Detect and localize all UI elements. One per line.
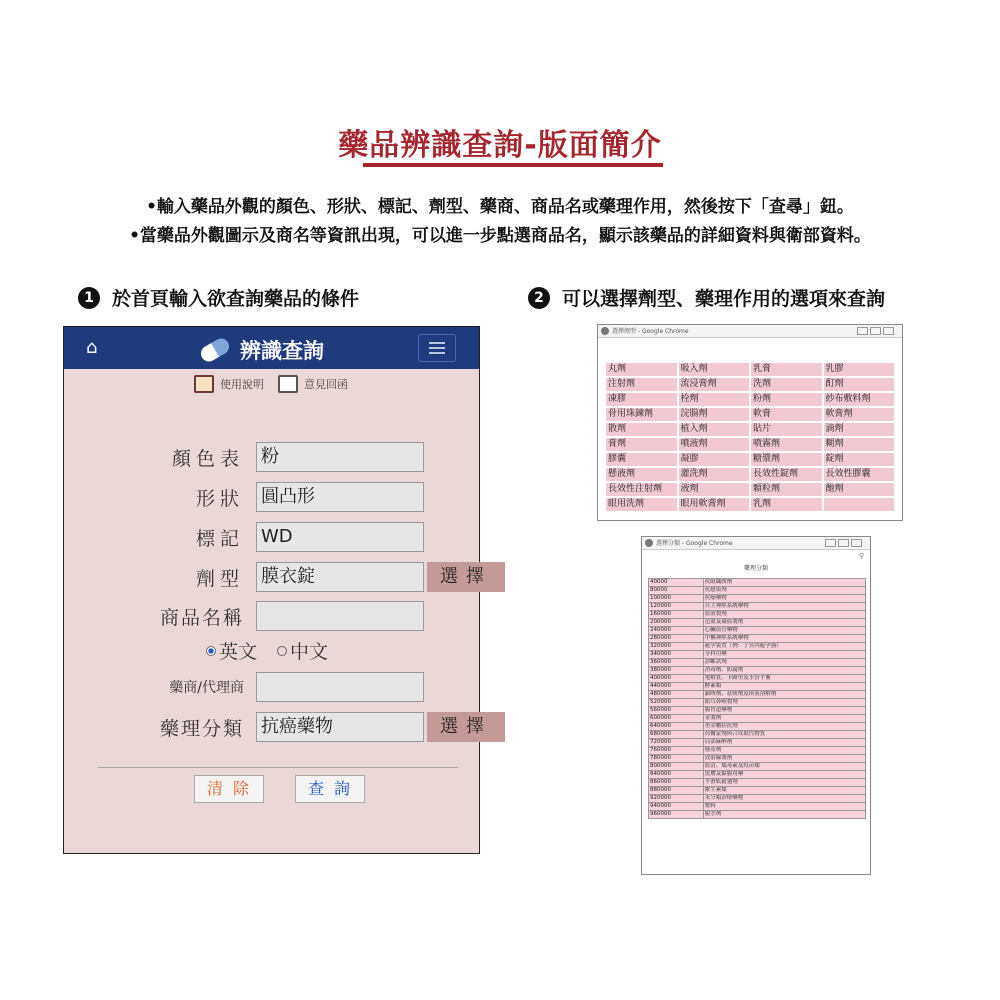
- dosage-row: [606, 363, 894, 376]
- pharma-code[interactable]: 100000: [649, 595, 704, 603]
- field-color: [64, 442, 424, 472]
- dosage-option[interactable]: 骨用珠鍊劑: [606, 408, 677, 421]
- query-button[interactable]: 查詢: [295, 775, 365, 803]
- pharma-name[interactable]: 造血及凝血製劑: [703, 619, 865, 627]
- pharma-name[interactable]: 抗癌藥物: [703, 595, 865, 603]
- pharma-row[interactable]: [649, 811, 866, 819]
- pharma-code[interactable]: 560000: [649, 707, 704, 715]
- pharma-code[interactable]: 380000: [649, 667, 704, 675]
- lang-english-option[interactable]: [206, 637, 257, 664]
- pharma-code[interactable]: 780000: [649, 755, 704, 763]
- field-mark: [64, 522, 424, 552]
- manual-link[interactable]: 使用說明: [220, 378, 264, 391]
- dosage-option[interactable]: 栓劑: [679, 393, 750, 406]
- pharma-row[interactable]: [649, 643, 866, 651]
- dosage-option[interactable]: 乳膏: [751, 363, 822, 376]
- pharma-name[interactable]: 血液製劑: [703, 611, 865, 619]
- pharma-name[interactable]: 自主神經系統藥物: [703, 603, 865, 611]
- app-logo: [200, 335, 324, 365]
- pharma-name[interactable]: 催產劑: [703, 747, 865, 755]
- field-shape: [64, 482, 424, 512]
- pharma-row[interactable]: [649, 579, 866, 587]
- dosage-option[interactable]: 長效性錠劑: [751, 468, 822, 481]
- pharma-code[interactable]: 940000: [649, 803, 704, 811]
- window-controls: [855, 327, 894, 335]
- dosage-option[interactable]: 洗劑: [751, 378, 822, 391]
- dosage-row: [606, 438, 894, 451]
- pharma-code[interactable]: 200000: [649, 619, 704, 627]
- mark-input[interactable]: WD: [256, 522, 424, 552]
- pharma-row[interactable]: [649, 739, 866, 747]
- pharma-name[interactable]: 酵素類: [703, 683, 865, 691]
- pharma-row[interactable]: [649, 723, 866, 731]
- pharma-row[interactable]: [649, 755, 866, 763]
- dosage-option[interactable]: 糖漿劑: [751, 453, 822, 466]
- pharma-name[interactable]: 中樞神經系統藥物: [703, 635, 865, 643]
- pharma-code[interactable]: 800000: [649, 763, 704, 771]
- pharma-row[interactable]: [649, 683, 866, 691]
- dosage-select-button[interactable]: 選擇: [427, 562, 505, 592]
- field-vendor: [64, 672, 424, 702]
- dosage-row: [606, 408, 894, 421]
- dosage-option[interactable]: 噴霧劑: [751, 438, 822, 451]
- step-2-number: 2: [528, 287, 550, 309]
- pharma-popup-title: 選擇分類 - Google Chrome: [656, 540, 733, 547]
- pharma-row[interactable]: [649, 715, 866, 723]
- pharma-name[interactable]: 放射線製劑: [703, 755, 865, 763]
- help-links: [194, 375, 348, 393]
- dosage-option[interactable]: 灌洗劑: [679, 468, 750, 481]
- window-controls: [823, 539, 862, 547]
- pharma-name[interactable]: 鎮咳劑、祛痰劑及痰液溶解劑: [703, 691, 865, 699]
- pharma-row[interactable]: [649, 747, 866, 755]
- field-product: [64, 601, 424, 631]
- dosage-option[interactable]: 液劑: [679, 483, 750, 496]
- step-2-text: 可以選擇劑型、藥理作用的選項來查詢: [562, 288, 886, 310]
- page-title: 藥品辨識查詢-版面簡介: [338, 128, 662, 163]
- pharma-code[interactable]: 640000: [649, 723, 704, 731]
- step-1: [78, 284, 359, 311]
- dosage-option[interactable]: 滴劑: [824, 423, 895, 436]
- title-underline: [363, 163, 663, 167]
- pharma-row[interactable]: [649, 699, 866, 707]
- app-header: [64, 327, 479, 369]
- pharma-select-button[interactable]: 選擇: [427, 712, 505, 742]
- pharma-code[interactable]: 320000: [649, 643, 704, 651]
- dosage-option[interactable]: 錠劑: [824, 453, 895, 466]
- dosage-option[interactable]: 長效性注射劑: [606, 483, 677, 496]
- dosage-label: 劑型: [195, 567, 244, 590]
- dosage-option[interactable]: 乳劑: [751, 498, 822, 511]
- dosage-option[interactable]: 膏劑: [606, 438, 677, 451]
- pharma-name[interactable]: 避孕裝置（例：子宮內避孕器）: [703, 643, 865, 651]
- pharma-code[interactable]: 240000: [649, 627, 704, 635]
- pharma-popup-window: [641, 536, 871, 875]
- chinese-label: 中文: [290, 641, 329, 663]
- pharma-name[interactable]: 維生素類: [703, 787, 865, 795]
- dosage-options-grid: [604, 361, 896, 513]
- dosage-option[interactable]: 顆粒劑: [751, 483, 822, 496]
- app-title: 辨識查詢: [240, 339, 324, 363]
- english-label: 英文: [219, 641, 258, 663]
- pharma-code[interactable]: 480000: [649, 691, 704, 699]
- pharma-name[interactable]: 脫水劑: [703, 811, 865, 819]
- pharma-row[interactable]: [649, 603, 866, 611]
- pharma-code[interactable]: 80000: [649, 587, 704, 595]
- step-2: [528, 284, 885, 311]
- pharma-code[interactable]: 920000: [649, 795, 704, 803]
- dosage-option[interactable]: 植入劑: [679, 423, 750, 436]
- dosage-row: [606, 423, 894, 436]
- instruction-1: •輸入藥品外觀的顏色、形狀、標記、劑型、藥商、商品名或藥理作用，然後按下「查尋」鈕。: [146, 197, 854, 217]
- pharma-code[interactable]: 880000: [649, 787, 704, 795]
- dosage-option[interactable]: 膠囊: [606, 453, 677, 466]
- dosage-option[interactable]: 酊劑: [824, 378, 895, 391]
- pharma-code[interactable]: 860000: [649, 779, 704, 787]
- dosage-option[interactable]: 貼片: [751, 423, 822, 436]
- pharma-name[interactable]: 牙科用藥: [703, 651, 865, 659]
- minimize-icon[interactable]: [825, 539, 836, 547]
- maximize-icon[interactable]: [838, 539, 849, 547]
- clear-button[interactable]: 清除: [194, 775, 264, 803]
- dosage-option[interactable]: 眼用洗劑: [606, 498, 677, 511]
- dosage-option[interactable]: 軟膏劑: [824, 408, 895, 421]
- dosage-option[interactable]: 吸入劑: [679, 363, 750, 376]
- shape-label: 形狀: [195, 487, 244, 510]
- dosage-option[interactable]: 浣腸劑: [679, 408, 750, 421]
- pharma-row[interactable]: [649, 619, 866, 627]
- dosage-popup-window: [597, 324, 903, 521]
- pharma-row[interactable]: [649, 651, 866, 659]
- pharma-code[interactable]: 160000: [649, 611, 704, 619]
- pharma-name[interactable]: 診斷試劑: [703, 659, 865, 667]
- pharma-row[interactable]: [649, 659, 866, 667]
- dosage-row: [606, 468, 894, 481]
- pharma-row[interactable]: [649, 795, 866, 803]
- pharma-row[interactable]: [649, 787, 866, 795]
- pharma-code[interactable]: 760000: [649, 747, 704, 755]
- pharma-row[interactable]: [649, 595, 866, 603]
- dosage-row: [606, 378, 894, 391]
- product-input[interactable]: [256, 601, 424, 631]
- close-icon[interactable]: [883, 327, 894, 335]
- feedback-icon[interactable]: [278, 375, 298, 393]
- pharma-row[interactable]: [649, 803, 866, 811]
- pharma-row[interactable]: [649, 731, 866, 739]
- search-app-panel: [63, 326, 492, 854]
- pharma-code[interactable]: 360000: [649, 659, 704, 667]
- dosage-option[interactable]: 散劑: [606, 423, 677, 436]
- pharma-name[interactable]: 電解質、卡路里及水份平衡: [703, 675, 865, 683]
- close-icon[interactable]: [851, 539, 862, 547]
- dosage-option[interactable]: 噴液劑: [679, 438, 750, 451]
- search-icon[interactable]: ⚲: [858, 552, 864, 560]
- language-options: [206, 637, 328, 664]
- pharma-row[interactable]: [649, 707, 866, 715]
- dosage-option[interactable]: 紗布敷料劑: [824, 393, 895, 406]
- pharma-name[interactable]: 局部麻醉劑: [703, 739, 865, 747]
- mark-label: 標記: [195, 527, 244, 550]
- pharma-row[interactable]: [649, 611, 866, 619]
- pharma-name[interactable]: 消毒劑、防腐劑: [703, 667, 865, 675]
- dosage-option[interactable]: 注射劑: [606, 378, 677, 391]
- pharma-row[interactable]: [649, 771, 866, 779]
- pharma-row[interactable]: [649, 763, 866, 771]
- dosage-option[interactable]: 酏劑: [824, 483, 895, 496]
- pharma-code[interactable]: 340000: [649, 651, 704, 659]
- pharma-code[interactable]: 840000: [649, 771, 704, 779]
- home-icon[interactable]: ⌂: [86, 337, 98, 358]
- vendor-label: 藥商/代理商: [169, 680, 244, 696]
- pharma-options-table: [648, 578, 866, 819]
- dosage-option: [824, 498, 895, 511]
- color-label: 顏色表: [171, 447, 244, 470]
- dosage-option[interactable]: 長效性膠囊: [824, 468, 895, 481]
- pharma-row[interactable]: [649, 635, 866, 643]
- dosage-row: [606, 393, 894, 406]
- instruction-2: •當藥品外觀圖示及商名等資訊出現，可以進一步點選商品名，顯示該藥品的詳細資料與衛部資料。: [129, 226, 871, 246]
- color-input[interactable]: 粉: [256, 442, 424, 472]
- pharma-row[interactable]: [649, 667, 866, 675]
- dosage-option[interactable]: 乳膠: [824, 363, 895, 376]
- pharma-code[interactable]: 600000: [649, 715, 704, 723]
- step-1-number: 1: [78, 287, 100, 309]
- pharma-code[interactable]: 400000: [649, 675, 704, 683]
- minimize-icon[interactable]: [857, 327, 868, 335]
- pharma-name[interactable]: 平滑肌鬆弛劑: [703, 779, 865, 787]
- pharma-row[interactable]: [649, 627, 866, 635]
- pharma-name[interactable]: 血清、類毒素及疫苗類: [703, 763, 865, 771]
- pharma-row[interactable]: [649, 779, 866, 787]
- pharma-code[interactable]: 960000: [649, 811, 704, 819]
- dosage-row: [606, 453, 894, 466]
- menu-icon[interactable]: [418, 334, 456, 362]
- dosage-option[interactable]: 粉劑: [751, 393, 822, 406]
- pharma-name[interactable]: 抗感染劑: [703, 587, 865, 595]
- field-pharma: [64, 712, 505, 742]
- pill-icon: [198, 336, 232, 365]
- dosage-popup-titlebar: [598, 325, 902, 338]
- pharma-name[interactable]: 金製劑: [703, 715, 865, 723]
- chinese-radio[interactable]: [277, 646, 287, 656]
- form-divider: [98, 767, 458, 768]
- pharma-name[interactable]: 重金屬拮抗劑: [703, 723, 865, 731]
- shape-input[interactable]: 圓凸形: [256, 482, 424, 512]
- step-1-text: 於首頁輸入欲查詢藥品的條件: [112, 288, 360, 310]
- pharma-label: 藥理分類: [159, 717, 244, 740]
- manual-icon[interactable]: [194, 375, 214, 393]
- dosage-option[interactable]: 眼用軟膏劑: [679, 498, 750, 511]
- pharma-row[interactable]: [649, 675, 866, 683]
- dosage-option[interactable]: 流浸膏劑: [679, 378, 750, 391]
- dosage-input[interactable]: 膜衣錠: [256, 562, 424, 592]
- pharma-name[interactable]: 心臟血管藥物: [703, 627, 865, 635]
- dosage-option[interactable]: 懸液劑: [606, 468, 677, 481]
- dosage-option[interactable]: 糊劑: [824, 438, 895, 451]
- lang-chinese-option[interactable]: [277, 637, 328, 664]
- pharma-name[interactable]: 皮膚及黏膜用藥: [703, 771, 865, 779]
- dosage-row: [606, 498, 894, 511]
- dosage-option[interactable]: 凝膠: [679, 453, 750, 466]
- pharma-code[interactable]: 720000: [649, 739, 704, 747]
- pharma-code[interactable]: 280000: [649, 635, 704, 643]
- pharma-popup-titlebar: [642, 537, 870, 550]
- pharma-name[interactable]: 敷料: [703, 803, 865, 811]
- pharma-code[interactable]: 520000: [649, 699, 704, 707]
- feedback-link[interactable]: 意見回函: [304, 378, 348, 391]
- pharma-name[interactable]: 腸胃道藥物: [703, 707, 865, 715]
- pharma-code[interactable]: 40000: [649, 579, 704, 587]
- pharma-popup-header: 藥理分類: [743, 565, 768, 572]
- pharma-input[interactable]: 抗癌藥物: [256, 712, 424, 742]
- product-label: 商品名稱: [159, 606, 244, 629]
- pharma-name[interactable]: 荷爾蒙劑與合成取代物質: [703, 731, 865, 739]
- field-dosage: [64, 562, 505, 592]
- dosage-option[interactable]: 丸劑: [606, 363, 677, 376]
- maximize-icon[interactable]: [870, 327, 881, 335]
- dosage-option[interactable]: 軟膏: [751, 408, 822, 421]
- pharma-name[interactable]: 抗組織胺劑: [703, 579, 865, 587]
- pharma-name[interactable]: 眼耳鼻喉製劑: [703, 699, 865, 707]
- dosage-option[interactable]: 凍膠: [606, 393, 677, 406]
- pharma-code[interactable]: 440000: [649, 683, 704, 691]
- dosage-popup-title: 選擇劑型 - Google Chrome: [612, 328, 689, 335]
- pharma-row[interactable]: [649, 587, 866, 595]
- pharma-row[interactable]: [649, 691, 866, 699]
- pharma-code[interactable]: 120000: [649, 603, 704, 611]
- pharma-name[interactable]: 未分類治療藥物: [703, 795, 865, 803]
- dosage-row: [606, 483, 894, 496]
- vendor-input[interactable]: [256, 672, 424, 702]
- pharma-code[interactable]: 680000: [649, 731, 704, 739]
- english-radio[interactable]: [206, 646, 216, 656]
